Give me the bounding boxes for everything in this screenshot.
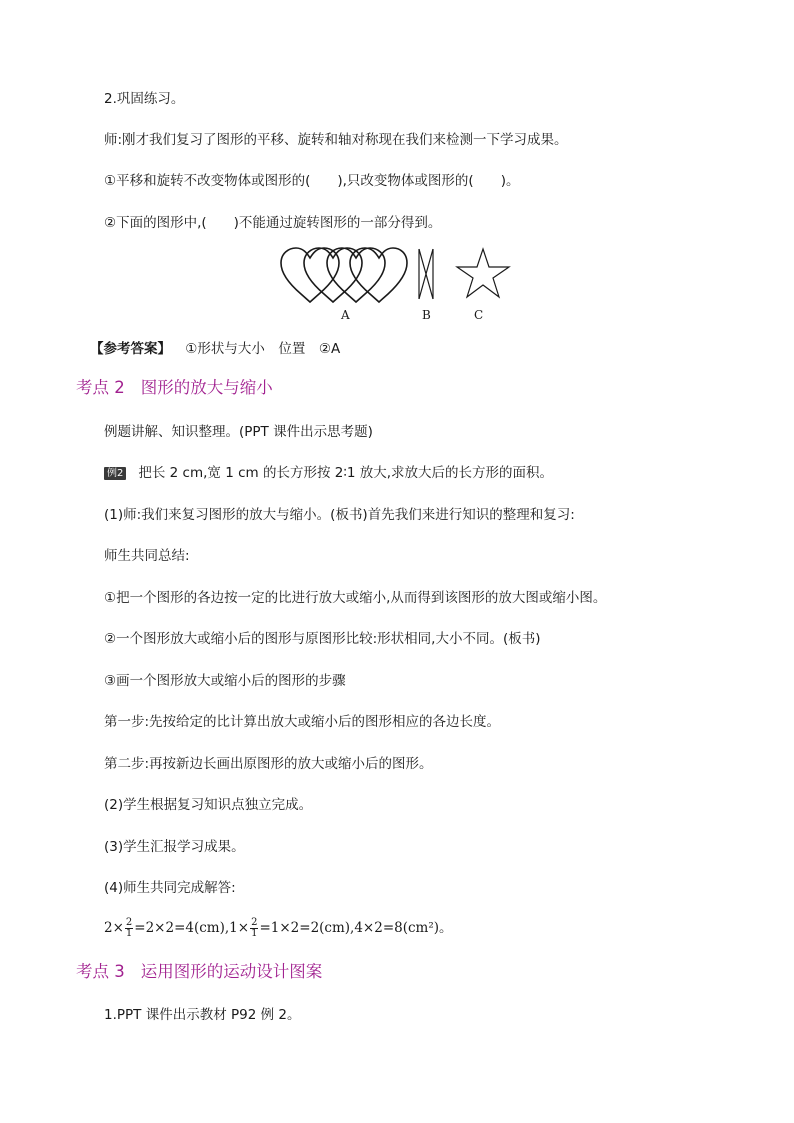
- example-2: [104, 464, 553, 482]
- fraction-denominator: 1: [125, 928, 133, 939]
- teacher-intro: 师:刚才我们复习了图形的平移、旋转和轴对称现在我们来检测一下学习成果。: [104, 132, 568, 148]
- figure-b-bowtie: [418, 248, 434, 300]
- fraction-a: [125, 918, 133, 939]
- figure-c-star: [455, 247, 511, 299]
- heading-number: 考点 2: [76, 378, 125, 397]
- point-2: ②一个图形放大或缩小后的图形与原图形比较:形状相同,大小不同。(板书): [104, 631, 541, 647]
- step-4: (4)师生共同完成解答:: [104, 880, 236, 896]
- second-step: 第二步:再按新边长画出原图形的放大或缩小后的图形。: [104, 756, 433, 772]
- summary-label: 师生共同总结:: [104, 548, 190, 564]
- answer-label: 【参考答案】: [90, 341, 171, 357]
- step-2: (2)学生根据复习知识点独立完成。: [104, 797, 313, 813]
- section-title: 2.巩固练习。: [104, 91, 185, 107]
- fraction-b: [250, 918, 258, 939]
- solution-formula: [104, 914, 453, 942]
- question-2: ②下面的图形中,( )不能通过旋转图形的一部分得到。: [104, 215, 442, 231]
- figure-a-hearts: [279, 246, 409, 306]
- first-step: 第一步:先按给定的比计算出放大或缩小后的图形相应的各边长度。: [104, 714, 501, 730]
- step-1: (1)师:我们来复习图形的放大与缩小。(板书)首先我们来进行知识的整理和复习:: [104, 507, 575, 523]
- example-text: 把长 2 cm,宽 1 cm 的长方形按 2∶1 放大,求放大后的长方形的面积。: [138, 465, 554, 481]
- fraction-numerator: 2: [251, 917, 258, 928]
- formula-part: =1×2=2(cm),4×2=8(cm²)。: [259, 920, 453, 936]
- fraction-denominator: 1: [251, 928, 258, 939]
- fraction-numerator: 2: [125, 917, 133, 928]
- figure-label-b: B: [422, 308, 431, 322]
- step-3: (3)学生汇报学习成果。: [104, 839, 245, 855]
- reference-answer: [90, 340, 340, 358]
- example-badge: 例2: [104, 467, 126, 480]
- point-1: ①把一个图形的各边按一定的比进行放大或缩小,从而得到该图形的放大图或缩小图。: [104, 590, 607, 606]
- figure-label-a: A: [341, 308, 350, 322]
- heading-text: 运用图形的运动设计图案: [140, 962, 323, 981]
- example-intro: 例题讲解、知识整理。(PPT 课件出示思考题): [104, 424, 373, 440]
- question-1: ①平移和旋转不改变物体或图形的( ),只改变物体或图形的( )。: [104, 173, 520, 189]
- answer-text: ①形状与大小 位置 ②A: [185, 341, 341, 357]
- formula-part: 2×: [104, 920, 124, 936]
- formula-part: =2×2=4(cm),1×: [134, 920, 250, 936]
- section3-item-1: 1.PPT 课件出示教材 P92 例 2。: [104, 1007, 301, 1023]
- heading-topic-3: [76, 961, 322, 983]
- heading-topic-2: [76, 377, 273, 399]
- figure-label-c: C: [474, 308, 484, 322]
- heading-number: 考点 3: [76, 962, 125, 981]
- point-3: ③画一个图形放大或缩小后的图形的步骤: [104, 673, 346, 689]
- heading-text: 图形的放大与缩小: [140, 378, 273, 397]
